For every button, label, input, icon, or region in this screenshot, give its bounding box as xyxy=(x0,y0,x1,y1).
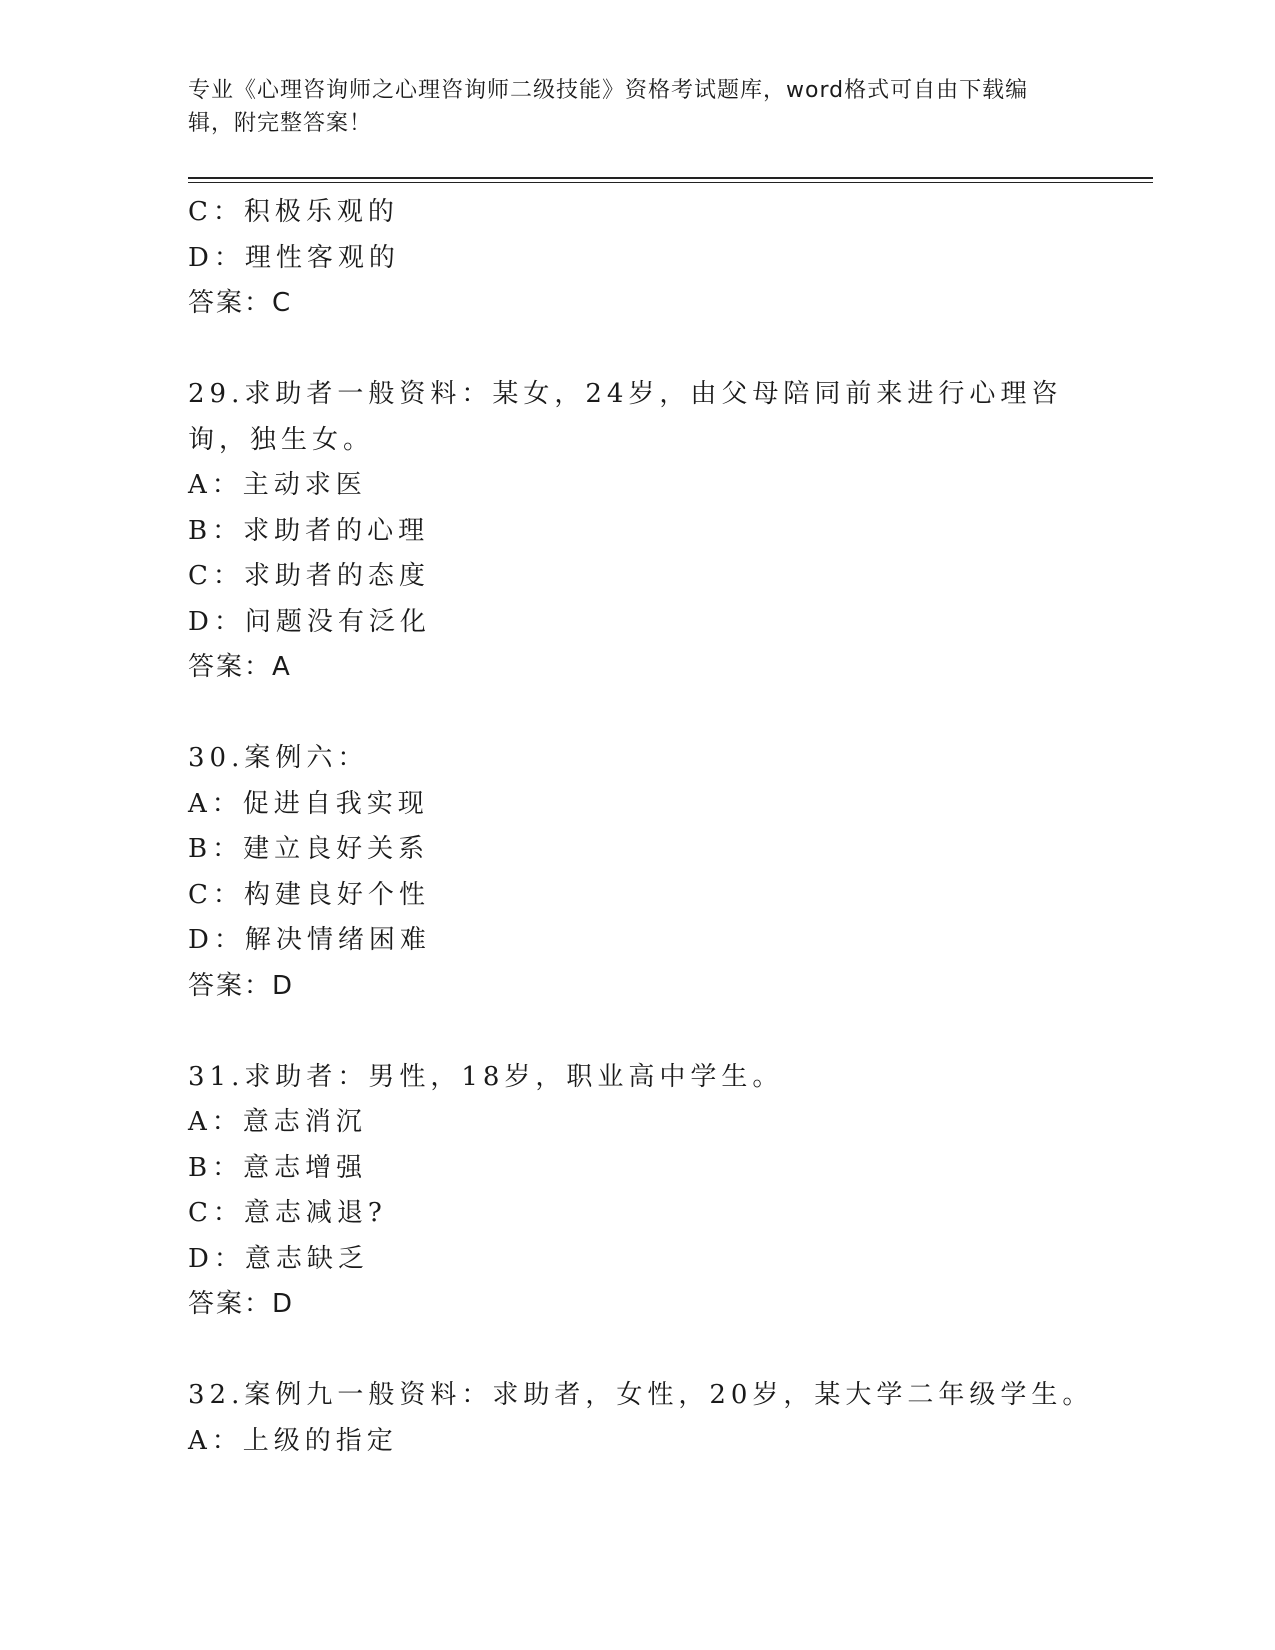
option-c: C：构建良好个性 xyxy=(188,879,430,910)
question-stem: 32.案例九一般资料：求助者，女性，20岁，某大学二年级学生。 xyxy=(188,1380,1094,1410)
option-a: A：主动求医 xyxy=(188,470,367,500)
question-stem: 30.案例六： xyxy=(188,743,369,773)
option-a: A：上级的指定 xyxy=(188,1425,398,1456)
option-d: D：问题没有泛化 xyxy=(188,606,431,637)
answer-line: 答案：C xyxy=(188,288,293,318)
option-b: B：意志增强 xyxy=(188,1152,368,1183)
question-stem: 31.求助者：男性，18岁，职业高中学生。 xyxy=(188,1061,784,1092)
option-b: B：建立良好关系 xyxy=(188,834,430,864)
question-28-continuation xyxy=(188,190,1088,327)
question-30 xyxy=(188,736,1088,1009)
question-31 xyxy=(188,1055,1088,1328)
option-a: A：促进自我实现 xyxy=(188,788,429,819)
option-c: C：求助者的态度 xyxy=(188,561,430,591)
page-header: 专业《心理咨询师之心理咨询师二级技能》资格考试题库，word格式可自由下载编辑，附完整答案！ xyxy=(188,78,1029,136)
option-c: C：意志减退? xyxy=(188,1198,387,1228)
option-d: D：理性客观的 xyxy=(188,242,400,273)
question-stem: 29.求助者一般资料：某女，24岁，由父母陪同前来进行心理咨询，独生女。 xyxy=(188,379,1063,455)
option-a: A：意志消沉 xyxy=(188,1107,367,1137)
question-29 xyxy=(188,372,1088,691)
option-b: B：求助者的心理 xyxy=(188,515,430,546)
answer-line: 答案：A xyxy=(188,652,292,682)
header-rule-thick xyxy=(188,177,1153,179)
option-d: D：解决情绪困难 xyxy=(188,925,431,955)
spacer xyxy=(188,327,1088,373)
option-d: D：意志缺乏 xyxy=(188,1243,369,1274)
spacer xyxy=(188,1009,1088,1055)
spacer xyxy=(188,1328,1088,1374)
answer-line: 答案：D xyxy=(188,1289,295,1319)
header-rule-thin xyxy=(188,182,1153,183)
question-content xyxy=(188,190,1094,1464)
spacer xyxy=(188,691,1088,737)
question-32 xyxy=(188,1373,1094,1464)
answer-line: 答案：D xyxy=(188,970,295,1001)
option-c: C：积极乐观的 xyxy=(188,197,399,227)
